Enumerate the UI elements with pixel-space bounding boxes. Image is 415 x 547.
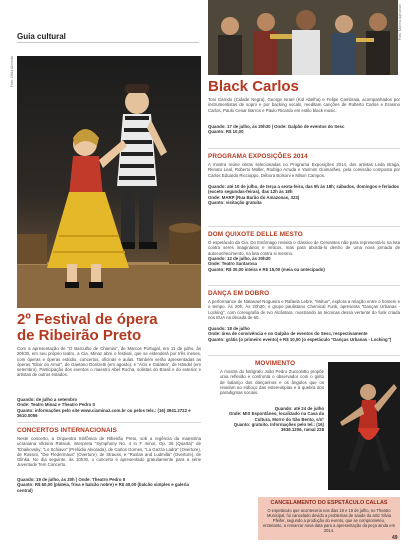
dom-quixote-price: Quanto: R$ 30,00 inteira e R$ 15,00 (meia ou antecipado) [208,266,325,272]
danca-info [208,326,400,342]
cancelamento-title: CANCELAMENTO DO ESPETÁCULO CALLAS [270,500,388,506]
black-carlos-title: Black Carlos [208,78,299,95]
dom-quixote-where: Onde: Teatro Santarosa [208,261,257,267]
rule [17,422,201,423]
movimento-price: Quanto: gratuito. Informações pelo tel.: (16) 3636.1206, ramal 228 [233,421,324,432]
rule [208,285,400,286]
movimento-info [220,406,324,432]
black-carlos-when: Quando: 17 de julho, às 20h30 | Onde: Galpão de eventos do Sesc [208,124,345,129]
festival-body: Com a apresentação de "O Barculho de Chamini", de Marcos Portugal, em 11 de julho, às 20h30, em seu próprio teatro, a Cia. Minaz abre o festival, que se estenderá por três meses, com óperas e óperas estúdio, concertos, oficinas e aulas. Também serão apresentadas as óperas "Elixir do Amor", de Gaetano Donizetti (em agosto), e "Acis e Galatea", de Händel (em setembro). Participação dos eventos o maestro Abel Rocha, solistas do Brasil e do exterior e artistas de outros estados. [17,346,201,378]
danca-where: Onde: área de convivência e no Galpão de eventos do Sesc, respectivamente [208,331,368,337]
movimento-body: A mostra do fotógrafo João Pedro Zuccolotto propõe uma reflexão e confronta o observador com o girito de balanço dos dançarinos e os ângulos que os revelam ao esboço das estereotipias e à quebra dos paradigmas sociais. [220,369,324,395]
black-carlos-price: Quanto: R$ 10,00 [208,129,244,135]
festival-when: Quando: de julho a setembro [17,397,78,402]
danca-when: Quando: 18 de julho [208,326,250,331]
programa-body: A mostra reúne obras selecionadas no Programa Exposições 2014, dos artistas Leda Braga, Renato Leal, Roberto Müller, Rodrigo Arruda e Yasmim Guimarães, pela comissão composta por Carlos Eduardo Riccioppo, Débora Bolsoni e Nilton Campos. [208,162,400,178]
concertos-body: Neste concerto, a Orquestra Sinfônica de Ribeirão Preto, sob a regência da maestrina ucraniana Viktoria Ratsiuk, interpreta "Symphony No. 4 in F minor, Op. 36 (Quarta)" de Tchaikovsky; "Lo Schiavo" (Prelúdio Alvorada), de Carlos Gomes, "La Gazza Ladra" (Overture), de Rossini, "Die Fledermaus" (Overture), de Strauss, e "Ruslan and Ludmilla" (Overture), de Glinka. No dia seguinte, às 10h30, o concerto é apresentado gratuitamente para a série Juventude Tem Concerto. [17,436,201,468]
band-scene-illustration [208,0,398,75]
programa-title: PROGRAMA EXPOSIÇÕES 2014 [208,153,308,160]
cancelamento-body: O espetáculo que aconteceria nos dias 18 e 19 de julho, no Theatro Municipal, foi cancelado devido a problemas de saúde da atriz Silvia Pfeifer, segundo a produção do evento, que se comprometeu, entretanto, a remarcar nova data para a apresentação da peça ainda em 2014. [263,508,395,533]
movimento-title: MOVIMENTO [255,360,296,367]
dom-quixote-info [208,256,400,272]
programa-where: Onde: MARP (Rua Barão do Amazonas, 323) [208,194,300,200]
dom-quixote-when: Quando: 12 de julho, às 20h30 [208,256,271,261]
danca-body: A performance de Natanael Nogueira e Rafaela Lebre, "Mútuo", explora a relação entre o homem e o tempo. Às 20h, Às 20h30, o grupo paulistano Chemical Funk, apresenta "Danças Urbanas - Locking", com coreografia de Ivo Alcântara, mostrando as técnicas dessa vertente do funk criada nos EUA na década de 60. [208,299,400,320]
opera-photo [17,56,201,308]
festival-price: Quanto: informações pelo site www.ciaminaz.com.br ou pelos tels.: (16) 3941.2722 e 3610.0056 [17,407,191,418]
rule [208,148,400,149]
page-number: 49 [392,535,398,541]
movimento-where: Onde: MIS Espontâneo, localizado na Casa da Cultura, Morro do São Bento, s/nº [228,411,324,422]
concertos-when: Quando: 19 de julho, às 20h | Onde: Theatro Pedro II [17,477,126,482]
photo-credit-left: Foto: Otilia Almeida [10,56,14,88]
dom-quixote-body: O espetáculo da Cia. Do Estômago revisita o clássico de Cervantes não para representá-lo na luta contra seres imaginários e míticos, mas para abordá-lo dentro de uma nova jornada de autoconhecimento, na luta contra si mesmo. [208,240,400,256]
section-label: Guia cultural [17,32,66,41]
concertos-price: Quanto: R$ 60,00 (plateia, frisa e balcão nobre) e R$ 40,00 (balcão simples e galeria central) [17,482,189,493]
festival-info [17,397,201,418]
concertos-title: CONCERTOS INTERNACIONAIS [17,427,117,434]
opera-scene-illustration [17,56,201,308]
photo-credit-right: Foto: Marina Aghiarian [398,4,402,41]
programa-price: Quanto: visitação gratuita [208,199,262,205]
danca-title: DANÇA EM DOBRO [208,290,270,297]
black-carlos-body: Toni Garrido (Cidade Negra), George Israel (Kid Abelha) e Felipe Cambraia, acompanhados por instrumentistas de sopro e por backing vocals, reeditam canções de Roberto Carlos e Erasmo Carlos, Paulo Cesar Barros e Paulo Ricardo em estilo black music. [208,97,400,113]
dancer-illustration [328,362,400,490]
movimento-when: Quando: até 24 de julho [274,406,324,411]
danca-price: Quanto: grátis (o primeiro evento) e R$ 10,00 (o espetáculo "Danças Urbanas - Locking") [208,336,392,342]
header-divider [17,42,199,43]
festival-title-line1: 2º Festival de ópera [17,311,158,328]
dom-quixote-title: DOM QUIXOTE DELLE MESTO [208,231,303,238]
band-photo [208,0,398,75]
programa-info [208,184,400,205]
rule [208,226,400,227]
movimento-photo [328,362,400,490]
rule [208,355,400,356]
cancelamento-box [258,497,400,540]
black-carlos-info [208,124,400,135]
concertos-info [17,477,201,493]
festival-where: Onde: Teatro Minaz e Theatro Pedro II [17,402,95,408]
festival-title-line2: de Ribeirão Preto [17,327,142,344]
programa-when: Quando: até 10 de julho, de terça a sexta-feira, das 9h às 18h; sábados, domingos e feriados (exceto segundas-feiras), das 12h às 18h [208,184,399,195]
